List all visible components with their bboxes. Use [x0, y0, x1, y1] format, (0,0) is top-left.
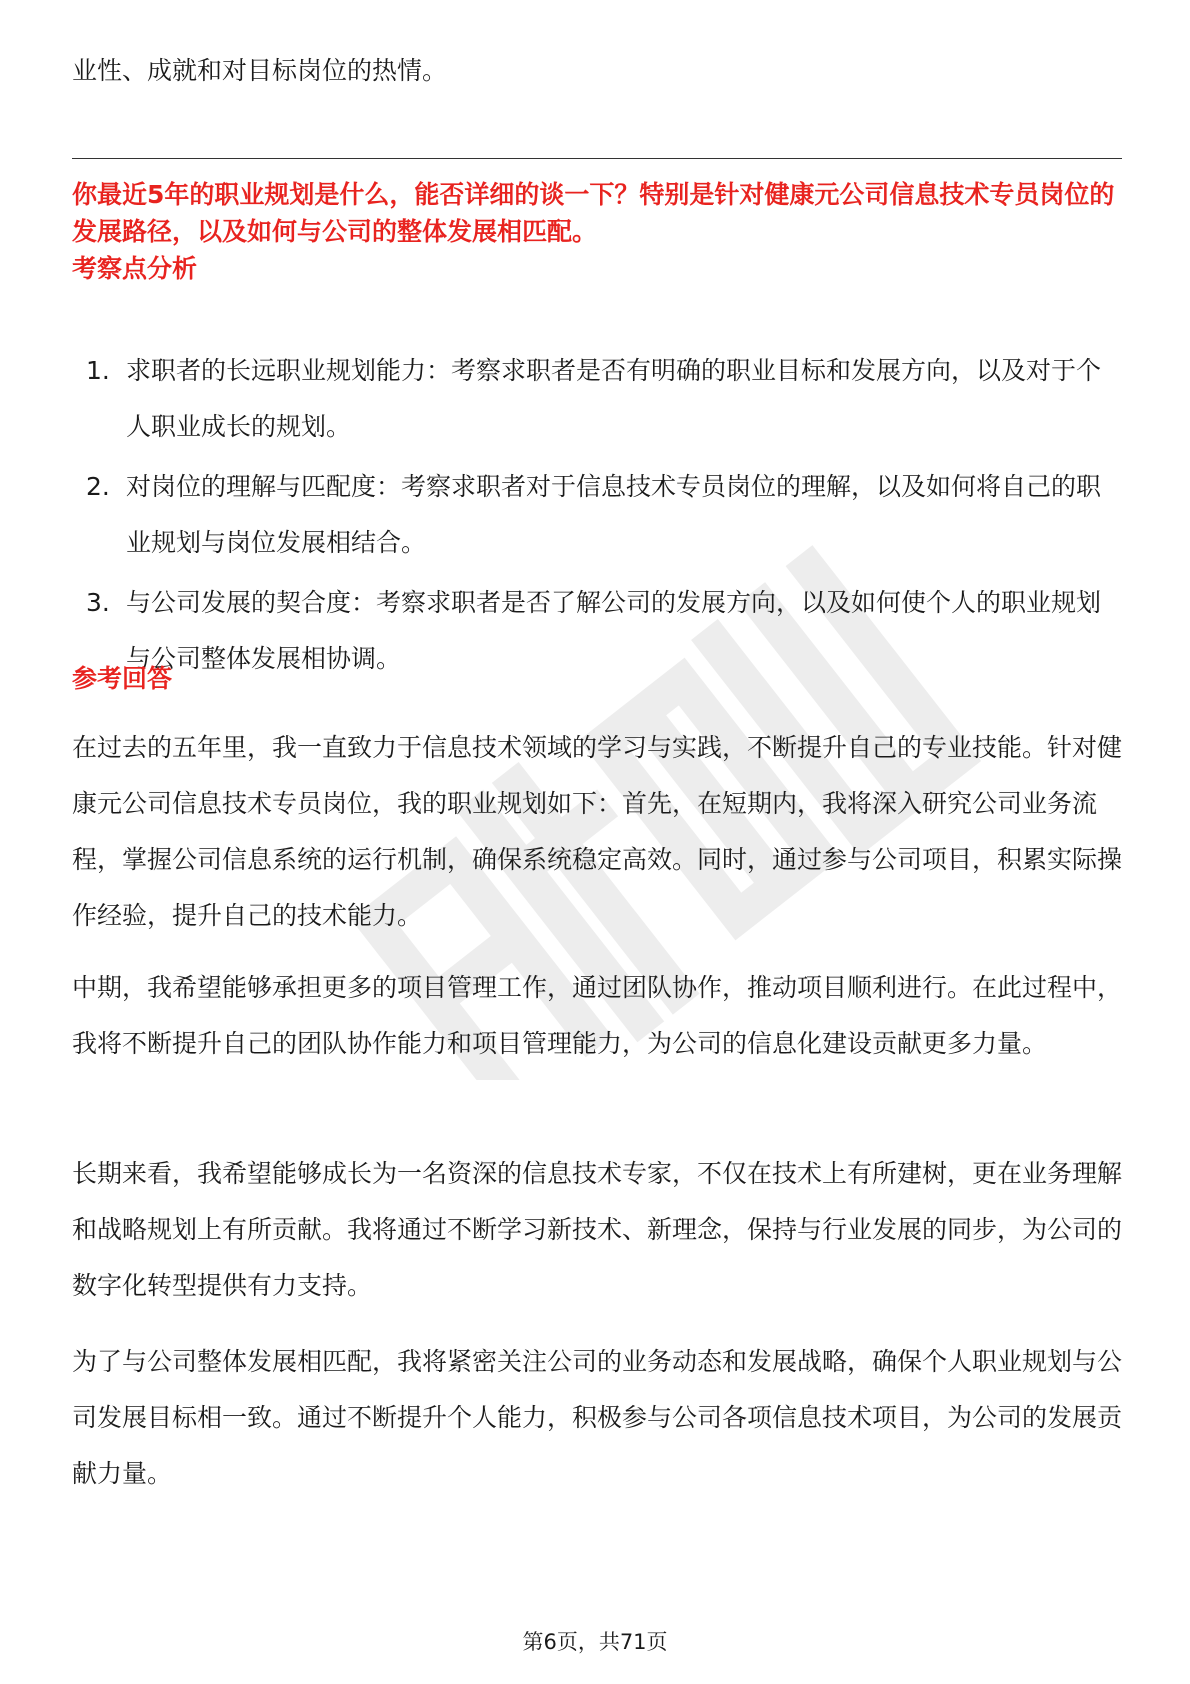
analysis-item-text: 对岗位的理解与匹配度：考察求职者对于信息技术专员岗位的理解，以及如何将自己的职业规划与岗位发展相结合。: [126, 472, 1102, 557]
analysis-heading: 考察点分析: [72, 254, 198, 283]
analysis-item-number: 1.: [86, 356, 110, 385]
analysis-item: [72, 575, 1124, 687]
analysis-item: [72, 459, 1124, 571]
question-title: 你最近5年的职业规划是什么，能否详细的谈一下？特别是针对健康元公司信息技术专员岗位的发展路径，以及如何与公司的整体发展相匹配。: [72, 180, 1115, 246]
analysis-item-number: 2.: [86, 472, 110, 501]
answer-paragraph: 为了与公司整体发展相匹配，我将紧密关注公司的业务动态和发展战略，确保个人职业规划与公司发展目标相一致。通过不断提升个人能力，积极参与公司各项信息技术项目，为公司的发展贡献力量。: [72, 1347, 1123, 1488]
answer-paragraph: 在过去的五年里，我一直致力于信息技术领域的学习与实践，不断提升自己的专业技能。针对健康元公司信息技术专员岗位，我的职业规划如下：首先，在短期内，我将深入研究公司业务流程，掌握公司信息系统的运行机制，确保系统稳定高效。同时，通过参与公司项目，积累实际操作经验，提升自己的技术能力。: [72, 733, 1123, 930]
section-divider: [72, 158, 1122, 159]
analysis-item: [72, 343, 1124, 455]
analysis-list: [72, 343, 1124, 691]
analysis-item-number: 3.: [86, 588, 110, 617]
answer-paragraph: 长期来看，我希望能够成长为一名资深的信息技术专家，不仅在技术上有所建树，更在业务理解和战略规划上有所贡献。我将通过不断学习新技术、新理念，保持与行业发展的同步，为公司的数字化转型提供有力支持。: [72, 1159, 1123, 1300]
analysis-item-text: 求职者的长远职业规划能力：考察求职者是否有明确的职业目标和发展方向，以及对于个人职业成长的规划。: [126, 356, 1102, 441]
reference-heading: 参考回答: [72, 664, 173, 693]
intro-tail-text: 业性、成就和对目标岗位的热情。: [72, 56, 448, 85]
answer-paragraph: 中期，我希望能够承担更多的项目管理工作，通过团队协作，推动项目顺利进行。在此过程中，我将不断提升自己的团队协作能力和项目管理能力，为公司的信息化建设贡献更多力量。: [72, 973, 1123, 1058]
analysis-item-text: 与公司发展的契合度：考察求职者是否了解公司的发展方向，以及如何使个人的职业规划与公司整体发展相协调。: [126, 588, 1102, 673]
page-number: 第6页，共71页: [522, 1630, 668, 1654]
